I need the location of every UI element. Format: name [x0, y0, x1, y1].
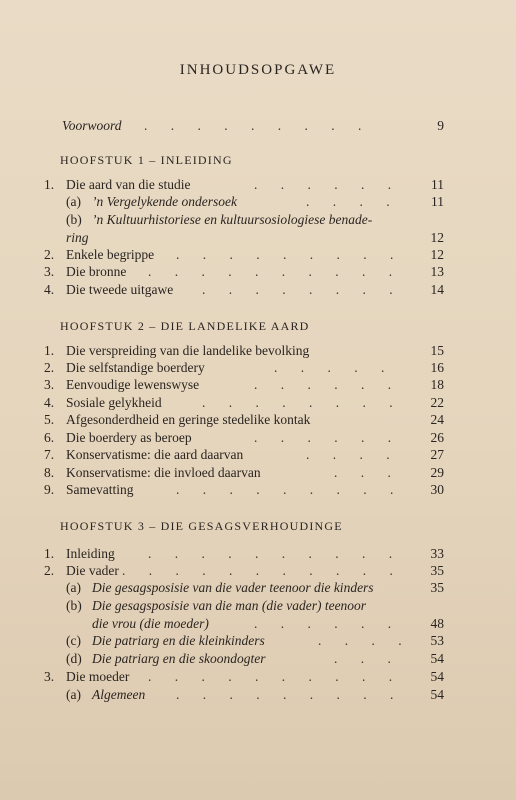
entry-label: Die aard van die studie — [66, 177, 191, 192]
entry-label: Die selfstandige boerdery — [66, 360, 205, 375]
toc-entry — [44, 615, 444, 633]
dot-leader: . . . . — [318, 633, 412, 648]
dot-leader: . . . . . — [274, 360, 395, 375]
entry-label: Sosiale gelykheid — [66, 395, 162, 410]
toc-entry-foreword — [62, 117, 444, 135]
entry-page: 9 — [437, 118, 444, 133]
entry-page: 15 — [430, 343, 444, 358]
toc-entry — [44, 429, 444, 447]
entry-number: 1. — [44, 343, 55, 358]
chapter-number: 1 — [137, 153, 146, 167]
dot-leader: . . . . . . . . . — [176, 687, 404, 702]
entry-label: Die tweede uitgawe — [66, 282, 174, 297]
toc-entry — [44, 263, 444, 281]
toc-entry — [44, 668, 444, 686]
entry-number: 4. — [44, 282, 55, 297]
entry-number: 2. — [44, 247, 55, 262]
dot-leader: . . . . . . . . . — [144, 118, 372, 133]
chapter-title: – INLEIDING — [149, 153, 233, 167]
chapter-prefix: HOOFSTUK — [60, 319, 134, 333]
entry-label: Die boerdery as beroep — [66, 430, 192, 445]
entry-label: Die moeder — [66, 669, 130, 684]
chapter-heading-3 — [60, 519, 343, 534]
entry-page: 24 — [430, 412, 444, 427]
entry-page: 54 — [430, 687, 444, 702]
entry-page: 11 — [431, 194, 444, 209]
toc-entry — [44, 481, 444, 499]
dot-leader: . . . . . . . . — [202, 282, 403, 297]
toc-entry — [44, 411, 444, 429]
entry-page: 13 — [430, 264, 444, 279]
entry-page: 11 — [431, 177, 444, 192]
entry-number: 8. — [44, 465, 55, 480]
entry-page: 54 — [430, 669, 444, 684]
entry-label: Enkele begrippe — [66, 247, 155, 262]
dot-leader: . . . . . . . . . . — [148, 264, 403, 279]
entry-page: 16 — [430, 360, 444, 375]
entry-page: 18 — [430, 377, 444, 392]
entry-number: 1. — [44, 546, 55, 561]
entry-number: 4. — [44, 395, 55, 410]
dot-leader: . . . . . . . . . . — [148, 546, 403, 561]
entry-label: Voorwoord — [62, 118, 122, 133]
chapter-title: – DIE LANDELIKE AARD — [149, 319, 310, 333]
chapter-number: 3 — [137, 519, 146, 533]
entry-page: 30 — [430, 482, 444, 497]
entry-sub-letter: (a) — [66, 580, 81, 595]
entry-page: 12 — [430, 230, 444, 245]
entry-label: Die vader — [66, 563, 119, 578]
entry-page: 35 — [430, 563, 444, 578]
dot-leader: . . . — [334, 465, 401, 480]
toc-entry — [44, 176, 444, 194]
page-title: INHOUDSOPGAWE — [179, 62, 337, 78]
toc-entry — [44, 246, 444, 264]
entry-sub-letter: (c) — [66, 633, 81, 648]
toc-entry — [44, 342, 444, 360]
entry-label: ’n Vergelykende ondersoek — [92, 194, 237, 209]
entry-label: Afgesonderdheid en geringe stedelike kontak — [66, 412, 311, 427]
entry-label: die vrou (die moeder) — [92, 616, 209, 631]
dot-leader: . . . . . . — [254, 430, 402, 445]
chapter-heading-2 — [60, 319, 310, 334]
entry-sub-letter: (a) — [66, 687, 81, 702]
entry-label: Inleiding — [66, 546, 115, 561]
entry-page: 14 — [430, 282, 444, 297]
entry-label: Die patriarg en die kleinkinders — [92, 633, 265, 648]
entry-label: Algemeen — [92, 687, 146, 702]
dot-leader: . . . . . . . . . — [176, 482, 404, 497]
entry-label: Die patriarg en die skoondogter — [92, 651, 266, 666]
chapter-title: – DIE GESAGSVERHOUDINGE — [149, 519, 343, 533]
toc-entry — [44, 579, 444, 597]
entry-page: 26 — [430, 430, 444, 445]
toc-entry — [44, 597, 444, 615]
entry-number: 7. — [44, 447, 55, 462]
entry-label: Konservatisme: die aard daarvan — [66, 447, 244, 462]
dot-leader: . . . . . . . . . . . — [122, 563, 403, 578]
toc-entry — [44, 562, 444, 580]
entry-page: 53 — [430, 633, 444, 648]
entry-number: 3. — [44, 264, 55, 279]
toc-entry — [44, 281, 444, 299]
entry-label: ring — [66, 230, 89, 245]
toc-entry — [44, 545, 444, 563]
toc-entry — [44, 359, 444, 377]
entry-label: Eenvoudige lewenswyse — [66, 377, 200, 392]
dot-leader: . . . — [334, 651, 401, 666]
entry-label: Die verspreiding van die landelike bevolking — [66, 343, 310, 358]
entry-page: 12 — [430, 247, 444, 262]
dot-leader: . . . . . . . . . — [176, 247, 404, 262]
toc-entry — [44, 229, 444, 247]
entry-number: 5. — [44, 412, 55, 427]
entry-page: 48 — [430, 616, 444, 631]
entry-number: 2. — [44, 563, 55, 578]
toc-entry — [44, 394, 444, 412]
entry-label: Die gesagsposisie van die man (die vader) teenoor — [92, 598, 367, 613]
dot-leader: . . . . — [306, 194, 400, 209]
entry-number: 2. — [44, 360, 55, 375]
entry-page: 35 — [430, 580, 444, 595]
entry-number: 3. — [44, 669, 55, 684]
toc-entry — [44, 211, 444, 229]
chapter-number: 2 — [137, 319, 146, 333]
toc-entry — [44, 650, 444, 668]
entry-label: Samevatting — [66, 482, 134, 497]
toc-entry — [44, 686, 444, 704]
entry-label: ’n Kultuurhistoriese en kultuursosiologiese benade- — [92, 212, 373, 227]
dot-leader: . . . . . . . . . . — [148, 669, 403, 684]
entry-sub-letter: (d) — [66, 651, 82, 666]
entry-sub-letter: (a) — [66, 194, 81, 209]
dot-leader: . . . . . . . . — [202, 395, 403, 410]
entry-page: 29 — [430, 465, 444, 480]
entry-label: Die bronne — [66, 264, 127, 279]
entry-page: 22 — [430, 395, 444, 410]
dot-leader: . . . . . . — [254, 377, 402, 392]
entry-sub-letter: (b) — [66, 598, 82, 613]
dot-leader: . . . . . . — [254, 616, 402, 631]
entry-number: 9. — [44, 482, 55, 497]
toc-entry — [44, 193, 444, 211]
toc-entry — [44, 376, 444, 394]
dot-leader: . . . . — [306, 447, 400, 462]
toc-entry — [44, 464, 444, 482]
entry-number: 6. — [44, 430, 55, 445]
entry-label: Konservatisme: die invloed daarvan — [66, 465, 261, 480]
entry-page: 33 — [430, 546, 444, 561]
chapter-heading-1 — [60, 153, 233, 168]
toc-entry — [44, 446, 444, 464]
entry-number: 1. — [44, 177, 55, 192]
dot-leader: . . . . . . — [254, 177, 402, 192]
entry-sub-letter: (b) — [66, 212, 82, 227]
entry-label: Die gesagsposisie van die vader teenoor die kinders — [92, 580, 374, 595]
toc-entry — [44, 632, 444, 650]
entry-page: 27 — [430, 447, 444, 462]
chapter-prefix: HOOFSTUK — [60, 153, 134, 167]
entry-page: 54 — [430, 651, 444, 666]
chapter-prefix: HOOFSTUK — [60, 519, 134, 533]
entry-number: 3. — [44, 377, 55, 392]
